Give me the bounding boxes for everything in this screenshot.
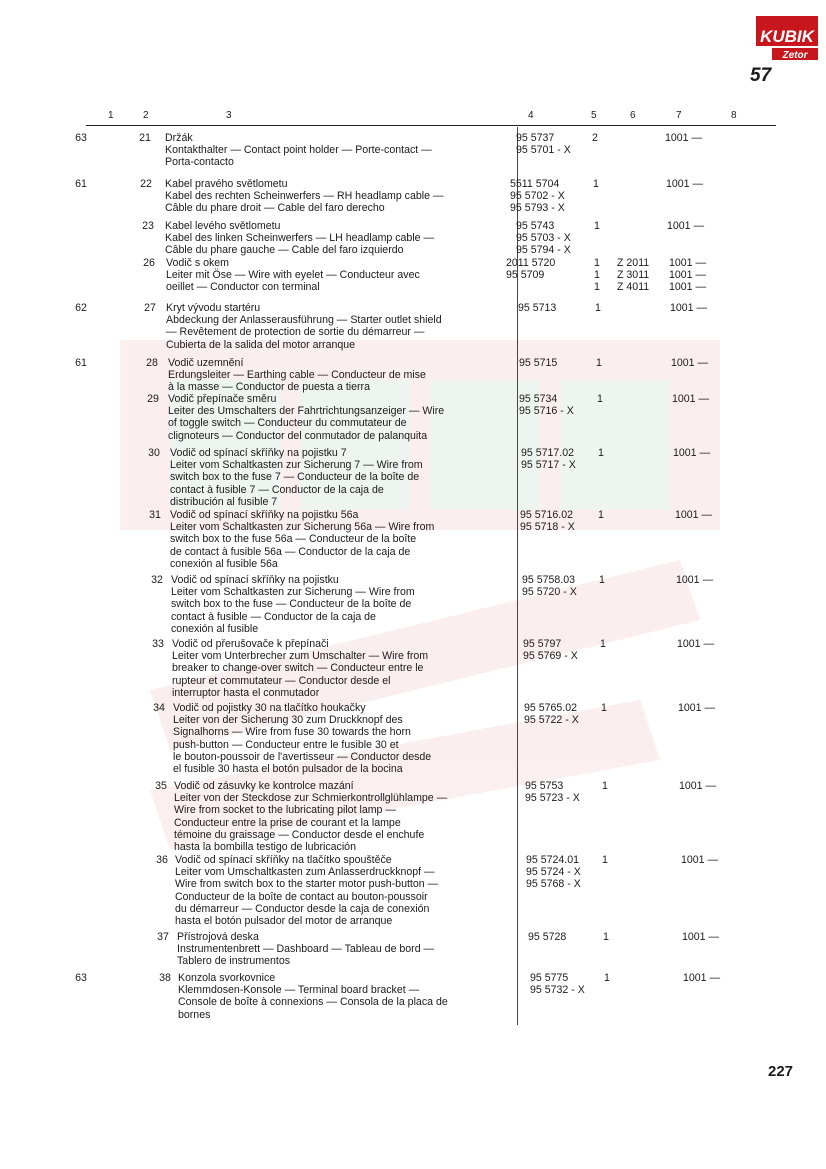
part-number: 95 5713: [518, 302, 557, 314]
part-numbers: [525, 780, 580, 804]
part-numbers: [520, 509, 575, 533]
description-line: Vodič od pojistky 30 na tlačítko houkačky: [173, 702, 366, 714]
item-description: [170, 509, 434, 570]
quantity-value: 2: [592, 132, 598, 144]
validity-code-value: 1001 —: [669, 281, 707, 294]
item-description: [170, 447, 423, 508]
item-description: [178, 972, 448, 1021]
page-number-top: 57: [750, 65, 772, 86]
part-numbers: [524, 702, 579, 726]
validity-code: [678, 702, 715, 714]
part-number: 95 5722 - X: [524, 714, 579, 727]
validity-code: [675, 509, 712, 521]
quantity-value: 1: [594, 220, 600, 232]
quantity: [589, 178, 603, 190]
quantity: [598, 854, 612, 866]
quantity-value: 1: [601, 702, 607, 714]
description-line: Tablero de instrumentos: [177, 955, 291, 968]
description-line: interruptor hasta el conmutador: [172, 686, 320, 699]
part-number: 95 5703 - X: [516, 232, 571, 245]
validity-code: [665, 132, 702, 144]
quantity: [596, 638, 610, 650]
quantity-value: 1: [594, 269, 600, 282]
item-description: [173, 702, 431, 775]
validity-code: [676, 574, 713, 586]
description-line: Klemmdosen-Konsole — Terminal board bracket —: [178, 984, 420, 997]
description-line: Erdungsleiter — Earthing cable — Conducteur de mise: [168, 369, 426, 382]
quantity: [588, 132, 602, 144]
quantity-value: 1: [604, 972, 610, 984]
quantity-value: 1: [603, 931, 609, 943]
description-line: rupteur et commutateur — Conductor desde el: [172, 674, 391, 687]
figure-ref: 63: [75, 972, 87, 984]
item-description: [165, 220, 434, 257]
header-rule: [86, 125, 776, 126]
validity-code-value: 1001 —: [673, 447, 711, 459]
validity-code-value: 1001 —: [677, 638, 715, 650]
validity-code: [683, 972, 720, 984]
item-number: 23: [142, 220, 154, 232]
item-description: [174, 780, 447, 853]
description-line: Instrumentenbrett — Dashboard — Tableau de bord —: [177, 943, 435, 956]
part-number: 95 5715: [519, 357, 558, 369]
description-line: Držák: [165, 132, 193, 144]
item-number: 27: [144, 302, 156, 314]
quantity-value: 1: [597, 393, 603, 405]
quantity: [597, 702, 611, 714]
part-numbers: [526, 854, 581, 891]
quantity: [590, 220, 604, 232]
part-number: 95 5794 - X: [516, 244, 571, 257]
description-line: hasta la bombilla testigo de lubricación: [174, 841, 356, 854]
description-line: Leiter vom Schaltkasten zur Sicherung — Wire from: [171, 586, 415, 599]
item-number: 33: [152, 638, 164, 650]
quantity-value: 1: [602, 854, 608, 866]
description-line: conexión al fusible: [171, 622, 259, 635]
description-line: push-button — Conducteur entre le fusible 30 et: [173, 738, 399, 751]
column-header-4: 4: [528, 110, 534, 121]
description-line: contact à fusible — Conductor de la caja de: [171, 610, 376, 623]
part-numbers: [519, 393, 574, 417]
part-number: 95 5720 - X: [522, 586, 577, 599]
description-line: Abdeckung der Anlasserausführung — Starter outlet shield: [166, 314, 442, 327]
description-line: Leiter vom Unterbrecher zum Umschalter — Wire from: [172, 650, 429, 663]
description-line: du démarreur — Conductor desde la caja de conexión: [175, 902, 430, 915]
part-number: 95 5753: [525, 780, 564, 792]
description-line: Porta-contacto: [165, 156, 234, 169]
validity-code-value: 1001 —: [679, 780, 717, 792]
item-number: 29: [147, 393, 159, 405]
description-line: Leiter vom Umschaltkasten zum Anlasserdruckknopf —: [175, 866, 435, 879]
figure-ref: 61: [75, 357, 87, 369]
part-numbers: [530, 972, 585, 996]
validity-code-value: 1001 —: [670, 302, 708, 314]
description-line: Vodič od spínací skříňky na pojistku: [171, 574, 339, 586]
item-description: [172, 638, 428, 699]
description-line: Signalhorns — Wire from fuse 30 towards the horn: [173, 726, 411, 739]
description-line: Vodič od spínací skříňky na pojistku 7: [170, 447, 347, 459]
item-number: 28: [146, 357, 158, 369]
item-number: 34: [153, 702, 165, 714]
column-header-7: 7: [676, 110, 682, 121]
model-code-value: Z 4011: [617, 281, 650, 294]
validity-code: [671, 357, 708, 369]
figure-ref: 63: [75, 132, 87, 144]
description-line: Vodič přepínače směru: [168, 393, 277, 405]
description-line: of toggle switch — Conducteur du commutateur de: [168, 417, 407, 430]
part-numbers: [506, 257, 555, 281]
part-number: 95 5702 - X: [510, 190, 565, 203]
part-number: 95 5734: [519, 393, 558, 405]
column-header-5: 5: [591, 110, 597, 121]
item-number: 37: [157, 931, 169, 943]
item-number: 32: [151, 574, 163, 586]
model-code-value: Z 2011: [617, 257, 650, 269]
column-header-6: 6: [630, 110, 636, 121]
part-number: 95 5743: [516, 220, 555, 232]
validity-code: [669, 257, 706, 294]
item-description: [165, 132, 432, 169]
validity-code-value: 1001 —: [675, 509, 713, 521]
description-line: Kabel pravého světlometu: [165, 178, 288, 190]
validity-code-value: 1001 —: [682, 931, 720, 943]
description-line: switch box to the fuse — Conducteur de la boîte de: [171, 598, 412, 611]
quantity: [594, 447, 608, 459]
quantity-value: 1: [598, 447, 604, 459]
description-line: conexión al fusible 56a: [170, 557, 278, 570]
description-line: clignoteurs — Conductor del conmutador de palanquita: [168, 429, 428, 442]
description-line: Leiter vom Schaltkasten zur Sicherung 7 — Wire from: [170, 459, 423, 472]
description-line: Câble du phare droit — Cable del faro derecho: [165, 202, 385, 215]
validity-code-value: 1001 —: [683, 972, 721, 984]
part-number: 95 5732 - X: [530, 984, 585, 997]
quantity: [593, 393, 607, 405]
validity-code: [673, 447, 710, 459]
item-number: 36: [156, 854, 168, 866]
description-line: Kryt vývodu startéru: [166, 302, 261, 314]
part-numbers: [516, 132, 571, 156]
quantity-value: 1: [596, 357, 602, 369]
validity-code: [681, 854, 718, 866]
kubik-zetor-logo: [756, 16, 818, 70]
description-line: el fusible 30 hasta el botón pulsador de la bocina: [173, 763, 403, 776]
column-header-2: 2: [143, 110, 149, 121]
quantity: [598, 780, 612, 792]
description-line: distribución al fusible 7: [170, 495, 278, 508]
part-numbers: [523, 638, 578, 662]
item-number: 31: [149, 509, 161, 521]
description-line: Kabel levého světlometu: [165, 220, 281, 232]
description-line: Vodič od zásuvky ke kontrolce mazání: [174, 780, 354, 792]
quantity-value: 1: [594, 257, 600, 269]
quantity-value: 1: [602, 780, 608, 792]
description-line: Leiter des Umschalters der Fahrtrichtungsanzeiger — Wire: [168, 405, 445, 418]
item-description: [175, 854, 438, 927]
part-number: 95 5716 - X: [519, 405, 574, 418]
description-line: Wire from switch box to the starter motor push-button —: [175, 878, 439, 891]
description-line: switch box to the fuse 7 — Conducteur de la boîte de: [170, 471, 420, 484]
validity-code: [682, 931, 719, 943]
quantity: [599, 931, 613, 943]
quantity-value: 1: [594, 281, 600, 294]
part-number: 2011 5720: [506, 257, 556, 269]
part-number: 95 5717.02: [521, 447, 575, 459]
figure-ref: 62: [75, 302, 87, 314]
page-number-bottom: 227: [768, 1063, 794, 1080]
part-number: 95 5769 - X: [523, 650, 578, 663]
part-number: 95 5737: [516, 132, 555, 144]
validity-code: [677, 638, 714, 650]
model-code: [617, 257, 649, 294]
item-number: 22: [140, 178, 152, 190]
svg-text:KUBIK: KUBIK: [760, 27, 814, 46]
quantity: [594, 509, 608, 521]
item-description: [177, 931, 434, 968]
column-header-3: 3: [226, 110, 232, 121]
validity-code-value: 1001 —: [676, 574, 714, 586]
validity-code-value: 1001 —: [666, 178, 704, 190]
description-line: hasta el botón pulsador del motor de arranque: [175, 915, 393, 928]
part-number: 95 5724.01: [526, 854, 580, 866]
description-line: le bouton-poussoir de l'avertisseur — Conductor desde: [173, 750, 432, 763]
item-description: [168, 393, 444, 442]
description-line: Wire from socket to the lubricating pilot lamp —: [174, 804, 396, 817]
validity-code: [667, 220, 704, 232]
description-line: Kabel des linken Scheinwerfers — LH headlamp cable —: [165, 232, 435, 245]
validity-code-value: 1001 —: [665, 132, 703, 144]
item-number: 26: [143, 257, 155, 269]
description-line: Kontakthalter — Contact point holder — Porte-contact —: [165, 144, 432, 157]
description-line: Vodič od přerušovače k přepínači: [172, 638, 329, 650]
description-line: Vodič s okem: [166, 257, 230, 269]
description-line: Conducteur de la boîte de contact au bouton-poussoir: [175, 890, 428, 903]
part-number: 95 5765.02: [524, 702, 578, 714]
validity-code-value: 1001 —: [681, 854, 719, 866]
description-line: Přístrojová deska: [177, 931, 259, 943]
part-number: 95 5797: [523, 638, 562, 650]
part-number: 95 5758.03: [522, 574, 576, 586]
part-numbers: [521, 447, 576, 471]
description-line: à la masse — Conductor de puesta a tierra: [168, 381, 370, 394]
quantity: [600, 972, 614, 984]
validity-code-value: 1001 —: [678, 702, 716, 714]
part-numbers: [510, 178, 565, 215]
quantity: [595, 574, 609, 586]
validity-code-value: 1001 —: [671, 357, 709, 369]
description-line: de contact à fusible 56a — Conductor de la caja de: [170, 545, 411, 558]
column-header-1: 1: [108, 110, 114, 121]
part-number: 95 5775: [530, 972, 569, 984]
description-line: Console de boîte à connexions — Consola de la placa de: [178, 996, 448, 1009]
description-line: Cubierta de la salida del motor arranque: [166, 338, 356, 351]
description-line: Vodič od spínací skříňky na pojistku 56a: [170, 509, 359, 521]
validity-code: [672, 393, 709, 405]
quantity-value: 1: [600, 638, 606, 650]
quantity: [591, 302, 605, 314]
description-line: Câble du phare gauche — Cable del faro izquierdo: [165, 244, 404, 257]
item-number: 35: [155, 780, 167, 792]
validity-code-value: 1001 —: [669, 269, 707, 282]
part-numbers: [519, 357, 557, 369]
part-number: 5511 5704: [510, 178, 560, 190]
validity-code: [679, 780, 716, 792]
quantity: [592, 357, 606, 369]
description-line: témoine du graissage — Conductor desde el enchufe: [174, 828, 425, 841]
part-number: 95 5717 - X: [521, 459, 576, 472]
item-description: [171, 574, 415, 635]
quantity-value: 1: [593, 178, 599, 190]
description-line: Leiter vom Schaltkasten zur Sicherung 56a — Wire from: [170, 521, 435, 534]
description-line: — Revêtement de protection de sortie du démarreur —: [166, 326, 425, 339]
description-line: contact à fusible 7 — Conductor de la caja de: [170, 483, 384, 496]
quantity: [590, 257, 604, 294]
validity-code-value: 1001 —: [672, 393, 710, 405]
part-number: 95 5728: [528, 931, 567, 943]
item-number: 38: [159, 972, 171, 984]
item-number: 30: [148, 447, 160, 459]
description-line: bornes: [178, 1008, 211, 1021]
description-line: Conducteur entre la prise de courant et la lampe: [174, 816, 401, 829]
description-line: breaker to change-over switch — Conducteur entre le: [172, 662, 424, 675]
part-number: 95 5793 - X: [510, 202, 565, 215]
figure-ref: 61: [75, 178, 87, 190]
item-number: 21: [139, 132, 151, 144]
description-line: Kabel des rechten Scheinwerfers — RH headlamp cable —: [165, 190, 444, 203]
item-description: [166, 257, 420, 294]
part-number: 95 5718 - X: [520, 521, 575, 534]
item-description: [166, 302, 442, 351]
validity-code-value: 1001 —: [669, 257, 707, 269]
description-line: Konzola svorkovnice: [178, 972, 276, 984]
description-line: Leiter mit Öse — Wire with eyelet — Conducteur avec: [166, 269, 420, 282]
quantity-value: 1: [598, 509, 604, 521]
part-numbers: [528, 931, 566, 943]
description-line: Vodič uzemnění: [168, 357, 244, 369]
description-line: Leiter von der Sicherung 30 zum Druckknopf des: [173, 714, 403, 727]
description-line: Vodič od spínací skříňky na tlačítko spouštěče: [175, 854, 392, 866]
part-number: 95 5701 - X: [516, 144, 571, 157]
description-line: oeillet — Conductor con terminal: [166, 281, 320, 294]
item-description: [165, 178, 444, 215]
part-number: 95 5716.02: [520, 509, 574, 521]
part-numbers: [516, 220, 571, 257]
part-numbers: [522, 574, 577, 598]
part-number: 95 5723 - X: [525, 792, 580, 805]
quantity-value: 1: [599, 574, 605, 586]
validity-code: [666, 178, 703, 190]
part-number: 95 5724 - X: [526, 866, 581, 879]
svg-text:Zetor: Zetor: [782, 50, 808, 61]
part-numbers: [518, 302, 556, 314]
column-header-8: 8: [731, 110, 737, 121]
quantity-value: 1: [595, 302, 601, 314]
validity-code: [670, 302, 707, 314]
part-number: 95 5768 - X: [526, 878, 581, 891]
description-line: switch box to the fuse 56a — Conducteur de la boîte: [170, 533, 417, 546]
validity-code-value: 1001 —: [667, 220, 705, 232]
part-number: 95 5709: [506, 269, 545, 282]
item-description: [168, 357, 426, 394]
description-line: Leiter von der Steckdose zur Schmierkontrollglühlampe —: [174, 792, 448, 805]
model-code-value: Z 3011: [617, 269, 650, 282]
